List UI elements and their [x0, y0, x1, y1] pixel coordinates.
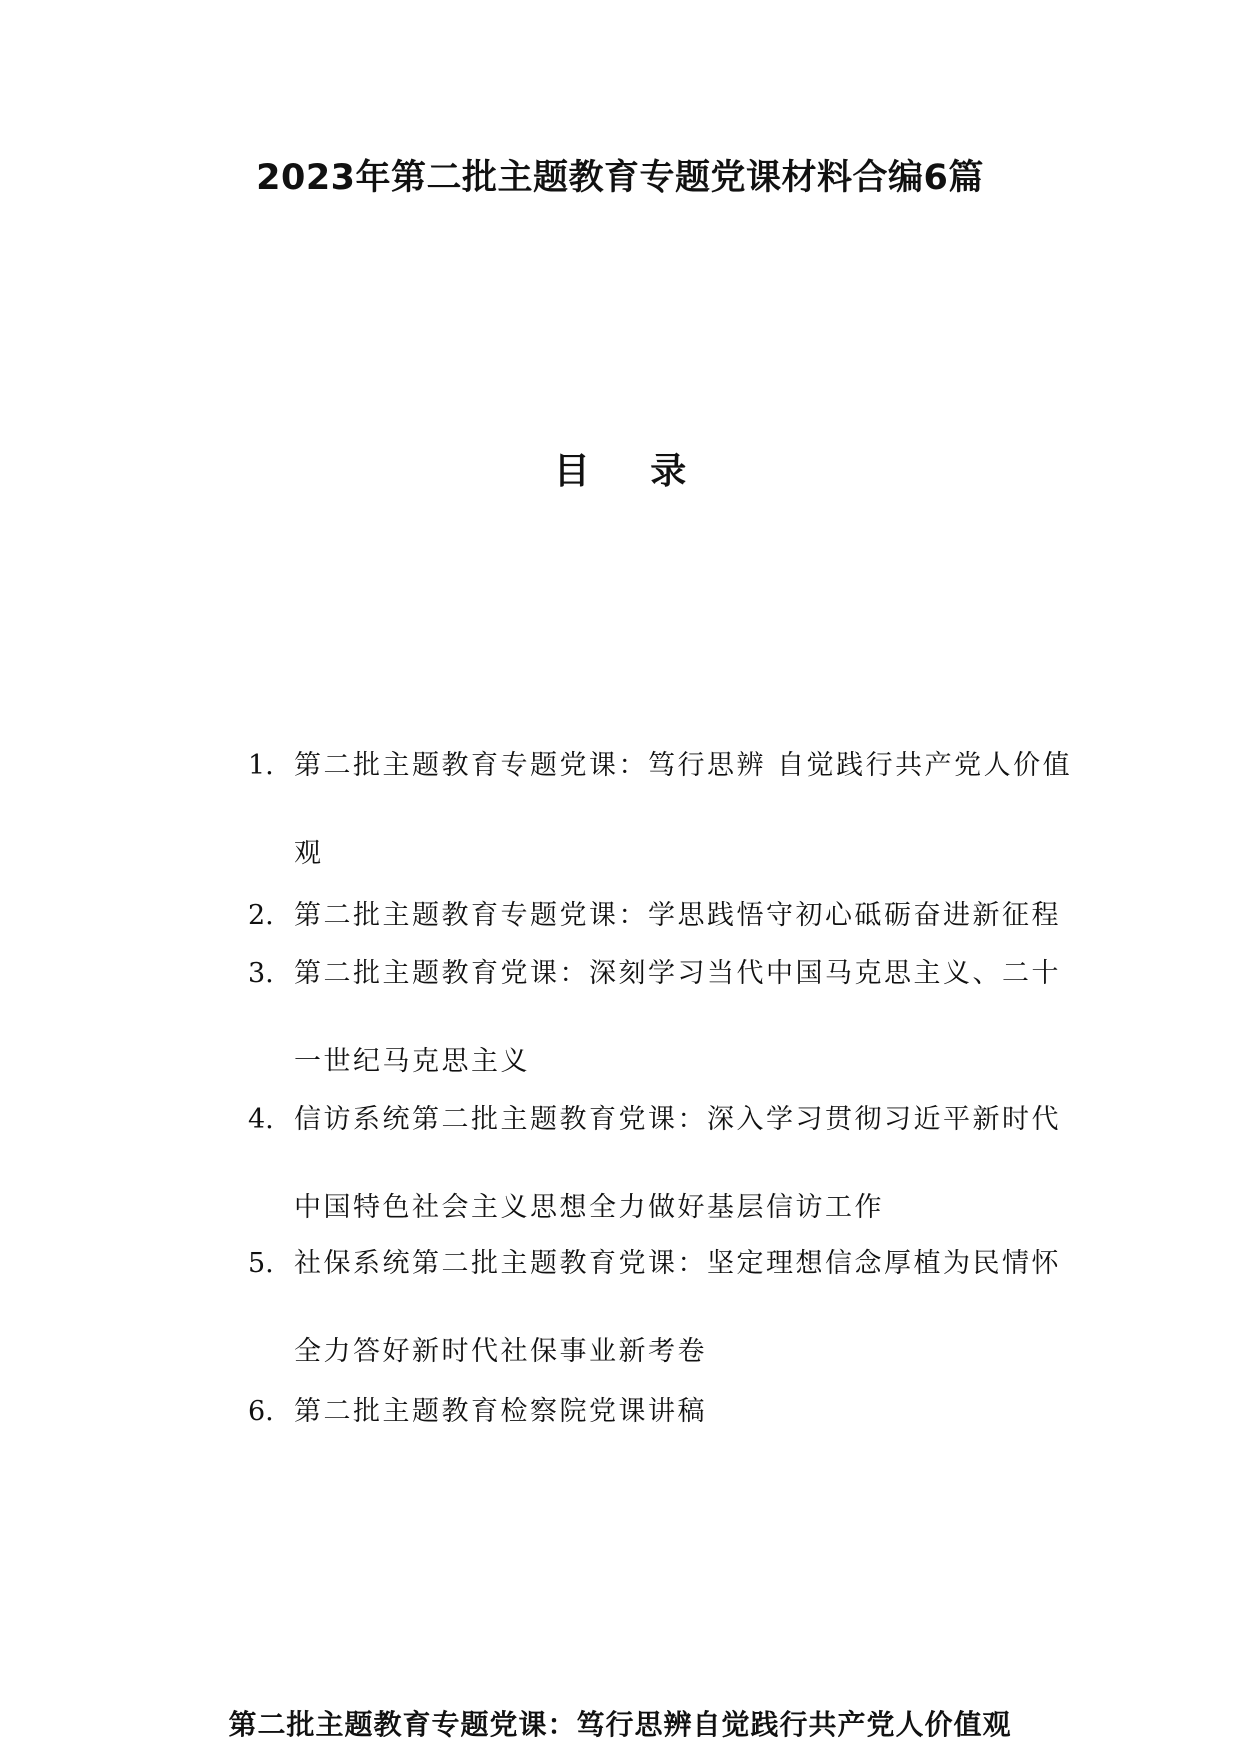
toc-item-text: 第二批主题教育专题党课：学思践悟守初心砥砺奋进新征程 [294, 900, 1061, 931]
toc-item [248, 1392, 1048, 1432]
toc-item-text: 信访系统第二批主题教育党课：深入学习贯彻习近平新时代 [294, 1104, 1061, 1135]
toc-item-text: 第二批主题教育党课：深刻学习当代中国马克思主义、二十 [294, 958, 1061, 989]
toc-item-text: 第二批主题教育专题党课：笃行思辨 自觉践行共产党人价值 [294, 750, 1073, 781]
toc-item-continuation: 中国特色社会主义思想全力做好基层信访工作 [294, 1192, 884, 1223]
toc-item-text: 社保系统第二批主题教育党课：坚定理想信念厚植为民情怀 [294, 1248, 1061, 1279]
toc-item-number: 6. [248, 1396, 274, 1427]
toc-item-text: 第二批主题教育检察院党课讲稿 [294, 1396, 707, 1427]
toc-item-continuation: 一世纪马克思主义 [294, 1046, 530, 1077]
toc-item-number: 1. [248, 750, 274, 781]
document-title: 2023年第二批主题教育专题党课材料合编6篇 [256, 158, 984, 198]
toc-item [248, 896, 1061, 936]
toc-item-number: 5. [248, 1248, 274, 1279]
toc-item [248, 1100, 1061, 1228]
toc-item [248, 1244, 1061, 1372]
section-title: 第二批主题教育专题党课：笃行思辨自觉践行共产党人价值观 [228, 1708, 1012, 1741]
toc-item [248, 746, 1073, 874]
toc-heading: 目 录 [553, 451, 711, 492]
toc-item-continuation: 全力答好新时代社保事业新考卷 [294, 1336, 707, 1367]
toc-item-number: 4. [248, 1104, 274, 1135]
toc-item-number: 2. [248, 900, 274, 931]
toc-item-continuation: 观 [294, 838, 324, 869]
toc-item [248, 954, 1061, 1082]
toc-item-number: 3. [248, 958, 274, 989]
